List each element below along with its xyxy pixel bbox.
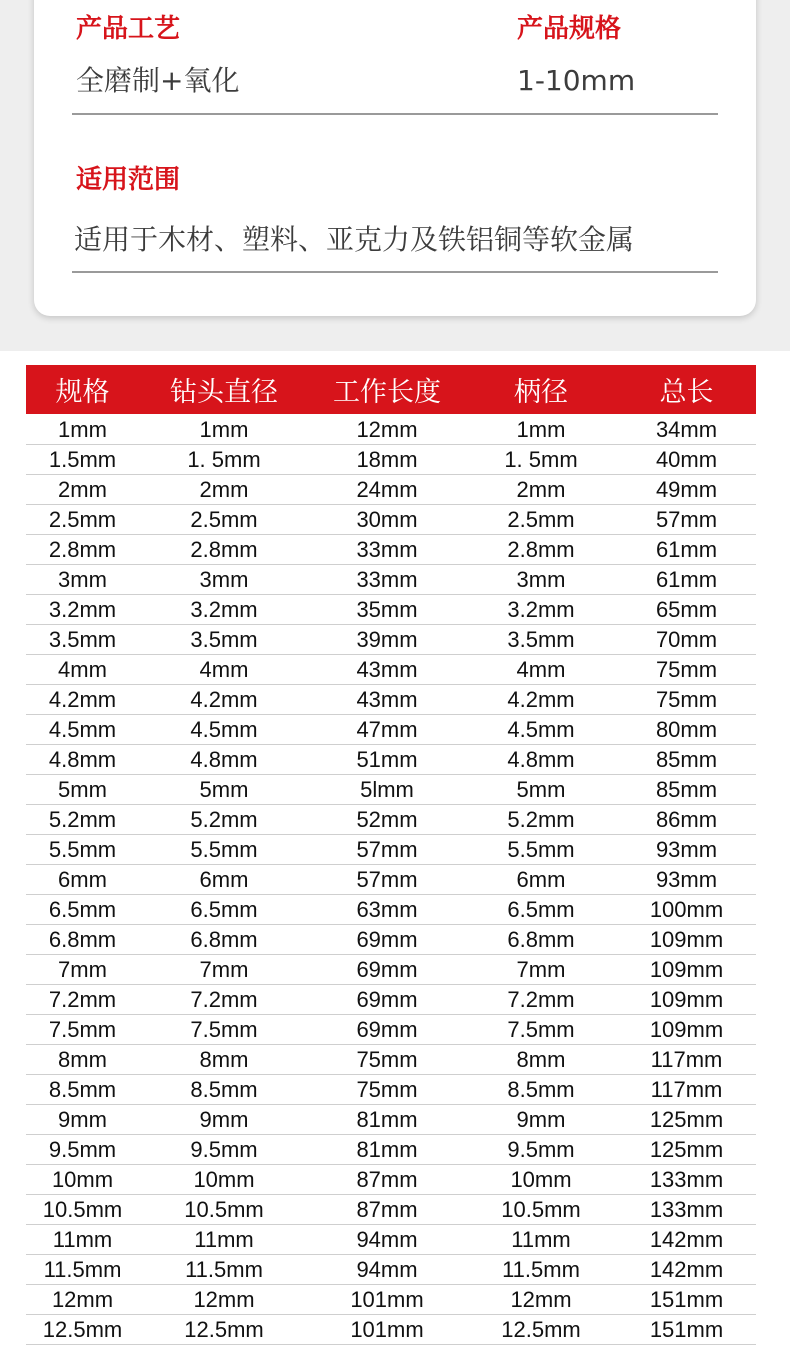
table-cell: 3.2mm: [139, 595, 309, 625]
table-row: [26, 685, 756, 715]
table-cell: 24mm: [309, 475, 465, 505]
table-cell: 101mm: [309, 1315, 465, 1345]
table-cell: 43mm: [309, 655, 465, 685]
table-row: [26, 1045, 756, 1075]
table-cell: 9.5mm: [465, 1135, 617, 1165]
table-row: [26, 895, 756, 925]
table-cell: 9mm: [26, 1105, 139, 1135]
table-cell: 12mm: [309, 414, 465, 445]
table-cell: 86mm: [617, 805, 756, 835]
spec-value: 1-10mm: [517, 64, 636, 97]
table-cell: 8.5mm: [465, 1075, 617, 1105]
table-cell: 5.5mm: [465, 835, 617, 865]
table-cell: 109mm: [617, 1015, 756, 1045]
table-cell: 8.5mm: [26, 1075, 139, 1105]
table-cell: 6mm: [465, 865, 617, 895]
process-value: 全磨制+氧化: [76, 64, 240, 97]
table-cell: 10.5mm: [465, 1195, 617, 1225]
table-row: [26, 715, 756, 745]
process-label: 产品工艺: [76, 14, 181, 44]
table-row: [26, 535, 756, 565]
table-row: [26, 655, 756, 685]
table-cell: 133mm: [617, 1195, 756, 1225]
table-cell: 2.5mm: [139, 505, 309, 535]
table-cell: 3mm: [139, 565, 309, 595]
table-cell: 69mm: [309, 925, 465, 955]
table-cell: 12.5mm: [26, 1315, 139, 1345]
table-cell: 18mm: [309, 445, 465, 475]
table-cell: 51mm: [309, 745, 465, 775]
table-row: [26, 414, 756, 445]
table-cell: 30mm: [309, 505, 465, 535]
table-cell: 4mm: [139, 655, 309, 685]
table-cell: 6.5mm: [139, 895, 309, 925]
table-cell: 75mm: [617, 685, 756, 715]
table-row: [26, 505, 756, 535]
column-header: 总长: [617, 365, 756, 414]
table-row: [26, 1075, 756, 1105]
table-cell: 5mm: [26, 775, 139, 805]
table-cell: 7.2mm: [465, 985, 617, 1015]
table-cell: 117mm: [617, 1045, 756, 1075]
table-cell: 63mm: [309, 895, 465, 925]
table-cell: 93mm: [617, 835, 756, 865]
table-cell: 8mm: [139, 1045, 309, 1075]
table-row: [26, 1105, 756, 1135]
column-header: 规格: [26, 365, 139, 414]
table-cell: 93mm: [617, 865, 756, 895]
table-cell: 142mm: [617, 1255, 756, 1285]
divider: [72, 113, 718, 115]
table-cell: 10.5mm: [26, 1195, 139, 1225]
table-cell: 109mm: [617, 925, 756, 955]
table-cell: 81mm: [309, 1135, 465, 1165]
table-cell: 109mm: [617, 985, 756, 1015]
table-cell: 12.5mm: [139, 1315, 309, 1345]
table-cell: 85mm: [617, 775, 756, 805]
table-cell: 9.5mm: [139, 1135, 309, 1165]
table-cell: 7mm: [465, 955, 617, 985]
divider: [72, 271, 718, 273]
table-cell: 61mm: [617, 565, 756, 595]
table-cell: 57mm: [309, 865, 465, 895]
table-cell: 5lmm: [309, 775, 465, 805]
table-cell: 75mm: [309, 1075, 465, 1105]
table-cell: 151mm: [617, 1285, 756, 1315]
table-cell: 33mm: [309, 565, 465, 595]
table-cell: 9.5mm: [26, 1135, 139, 1165]
table-cell: 94mm: [309, 1255, 465, 1285]
table-cell: 1mm: [139, 414, 309, 445]
table-row: [26, 1195, 756, 1225]
table-row: [26, 865, 756, 895]
table-cell: 142mm: [617, 1225, 756, 1255]
table-cell: 35mm: [309, 595, 465, 625]
table-cell: 11.5mm: [26, 1255, 139, 1285]
table-cell: 5.2mm: [139, 805, 309, 835]
table-row: [26, 1255, 756, 1285]
table-row: [26, 1285, 756, 1315]
table-cell: 5.5mm: [139, 835, 309, 865]
spec-table: [26, 365, 756, 1345]
table-cell: 75mm: [309, 1045, 465, 1075]
table-cell: 2.5mm: [26, 505, 139, 535]
table-cell: 4mm: [26, 655, 139, 685]
table-cell: 100mm: [617, 895, 756, 925]
table-cell: 8.5mm: [139, 1075, 309, 1105]
table-row: [26, 1015, 756, 1045]
table-cell: 5mm: [465, 775, 617, 805]
table-cell: 11.5mm: [465, 1255, 617, 1285]
table-row: [26, 775, 756, 805]
table-row: [26, 595, 756, 625]
table-row: [26, 445, 756, 475]
table-cell: 69mm: [309, 955, 465, 985]
table-cell: 7.5mm: [139, 1015, 309, 1045]
table-row: [26, 475, 756, 505]
table-cell: 6mm: [26, 865, 139, 895]
column-header: 钻头直径: [139, 365, 309, 414]
table-cell: 2mm: [26, 475, 139, 505]
table-cell: 6.5mm: [465, 895, 617, 925]
table-cell: 52mm: [309, 805, 465, 835]
table-row: [26, 805, 756, 835]
table-header-row: [26, 365, 756, 414]
table-cell: 75mm: [617, 655, 756, 685]
column-header: 柄径: [465, 365, 617, 414]
table-cell: 7mm: [139, 955, 309, 985]
table-row: [26, 745, 756, 775]
table-cell: 47mm: [309, 715, 465, 745]
table-cell: 12mm: [465, 1285, 617, 1315]
table-cell: 10mm: [139, 1165, 309, 1195]
table-cell: 49mm: [617, 475, 756, 505]
table-cell: 2.8mm: [26, 535, 139, 565]
table-cell: 3mm: [465, 565, 617, 595]
table-row: [26, 1135, 756, 1165]
table-cell: 4.5mm: [26, 715, 139, 745]
table-cell: 8mm: [26, 1045, 139, 1075]
table-cell: 33mm: [309, 535, 465, 565]
table-cell: 7.5mm: [26, 1015, 139, 1045]
table-cell: 57mm: [309, 835, 465, 865]
table-row: [26, 565, 756, 595]
table-cell: 9mm: [139, 1105, 309, 1135]
table-cell: 1.5mm: [26, 445, 139, 475]
table-cell: 3mm: [26, 565, 139, 595]
table-cell: 7.5mm: [465, 1015, 617, 1045]
table-cell: 109mm: [617, 955, 756, 985]
table-cell: 10.5mm: [139, 1195, 309, 1225]
table-cell: 7.2mm: [139, 985, 309, 1015]
usage-value: 适用于木材、塑料、亚克力及铁铝铜等软金属: [74, 223, 635, 256]
table-row: [26, 1315, 756, 1345]
table-cell: 3.2mm: [465, 595, 617, 625]
table-cell: 4.8mm: [26, 745, 139, 775]
table-cell: 117mm: [617, 1075, 756, 1105]
table-cell: 1. 5mm: [465, 445, 617, 475]
table-cell: 94mm: [309, 1225, 465, 1255]
table-cell: 11mm: [26, 1225, 139, 1255]
table-cell: 65mm: [617, 595, 756, 625]
table-cell: 10mm: [465, 1165, 617, 1195]
table-cell: 8mm: [465, 1045, 617, 1075]
table-cell: 2mm: [139, 475, 309, 505]
table-cell: 1mm: [26, 414, 139, 445]
table-body: [26, 414, 756, 1345]
spec-label: 产品规格: [517, 14, 622, 44]
table-cell: 5.2mm: [26, 805, 139, 835]
table-cell: 4.8mm: [139, 745, 309, 775]
usage-label: 适用范围: [76, 165, 181, 195]
table-cell: 6.8mm: [139, 925, 309, 955]
table-row: [26, 925, 756, 955]
table-cell: 4mm: [465, 655, 617, 685]
column-header: 工作长度: [309, 365, 465, 414]
table-cell: 34mm: [617, 414, 756, 445]
table-row: [26, 1165, 756, 1195]
table-cell: 85mm: [617, 745, 756, 775]
table-cell: 43mm: [309, 685, 465, 715]
table-cell: 2mm: [465, 475, 617, 505]
table-cell: 4.2mm: [26, 685, 139, 715]
table-cell: 6.8mm: [465, 925, 617, 955]
table-cell: 4.2mm: [139, 685, 309, 715]
table-cell: 11mm: [465, 1225, 617, 1255]
table-cell: 12mm: [26, 1285, 139, 1315]
table-row: [26, 985, 756, 1015]
table-cell: 69mm: [309, 1015, 465, 1045]
table-cell: 4.5mm: [465, 715, 617, 745]
table-cell: 87mm: [309, 1165, 465, 1195]
table-cell: 5mm: [139, 775, 309, 805]
table-cell: 9mm: [465, 1105, 617, 1135]
table-cell: 125mm: [617, 1105, 756, 1135]
table-cell: 3.5mm: [465, 625, 617, 655]
table-cell: 1. 5mm: [139, 445, 309, 475]
table-row: [26, 955, 756, 985]
table-cell: 11mm: [139, 1225, 309, 1255]
table-cell: 4.5mm: [139, 715, 309, 745]
table-cell: 101mm: [309, 1285, 465, 1315]
table-cell: 7.2mm: [26, 985, 139, 1015]
table-cell: 69mm: [309, 985, 465, 1015]
table-cell: 151mm: [617, 1315, 756, 1345]
table-cell: 3.2mm: [26, 595, 139, 625]
table-cell: 125mm: [617, 1135, 756, 1165]
table-cell: 6.8mm: [26, 925, 139, 955]
table-cell: 12mm: [139, 1285, 309, 1315]
table-cell: 5.5mm: [26, 835, 139, 865]
table-cell: 39mm: [309, 625, 465, 655]
table-cell: 2.8mm: [139, 535, 309, 565]
table-row: [26, 835, 756, 865]
table-cell: 6mm: [139, 865, 309, 895]
table-cell: 80mm: [617, 715, 756, 745]
table-cell: 1mm: [465, 414, 617, 445]
table-cell: 3.5mm: [139, 625, 309, 655]
table-cell: 61mm: [617, 535, 756, 565]
table-cell: 2.5mm: [465, 505, 617, 535]
table-cell: 70mm: [617, 625, 756, 655]
table-cell: 12.5mm: [465, 1315, 617, 1345]
table-cell: 2.8mm: [465, 535, 617, 565]
table-cell: 6.5mm: [26, 895, 139, 925]
table-cell: 57mm: [617, 505, 756, 535]
product-info-card: [34, 0, 756, 316]
table-cell: 10mm: [26, 1165, 139, 1195]
table-cell: 133mm: [617, 1165, 756, 1195]
table-cell: 5.2mm: [465, 805, 617, 835]
table-cell: 4.8mm: [465, 745, 617, 775]
table-cell: 81mm: [309, 1105, 465, 1135]
table-row: [26, 625, 756, 655]
table-cell: 87mm: [309, 1195, 465, 1225]
table-cell: 7mm: [26, 955, 139, 985]
table-cell: 3.5mm: [26, 625, 139, 655]
table-cell: 11.5mm: [139, 1255, 309, 1285]
table-row: [26, 1225, 756, 1255]
table-cell: 40mm: [617, 445, 756, 475]
info-section: [0, 0, 790, 351]
table-cell: 4.2mm: [465, 685, 617, 715]
